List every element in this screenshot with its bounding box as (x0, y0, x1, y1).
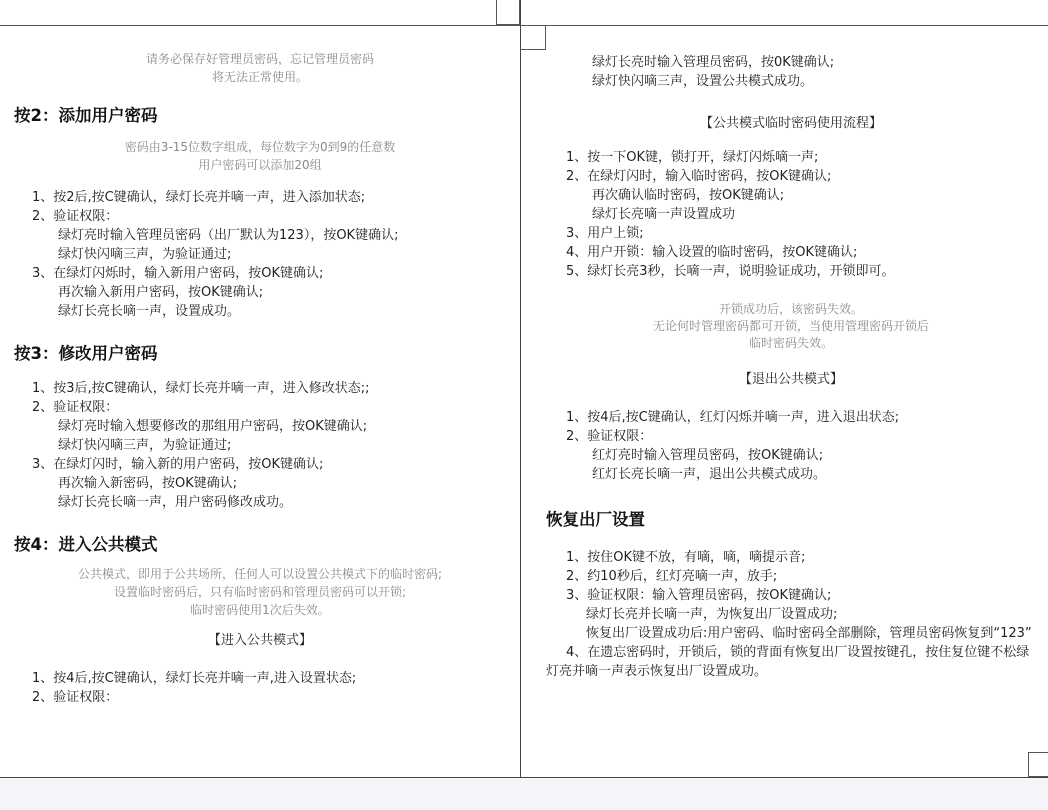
factory-reset-steps (546, 548, 1036, 681)
column-divider (520, 0, 521, 777)
step-line: 1、按3后,按C键确认，绿灯长亮并嘀一声，进入修改状态;; (32, 381, 370, 396)
step-line: 2、验证权限： (32, 400, 119, 415)
step-line: 1、按住OK键不放，有嘀，嘀，嘀提示音; (566, 550, 806, 565)
public-mode-note (0, 565, 520, 619)
temp-flow-note (546, 301, 1036, 352)
step-line: 再次输入新密码，按OK键确认; (58, 476, 238, 491)
step-line: 4、在遗忘密码时，开锁后，锁的背面有恢复出厂设置按键孔，按住复位键不松绿灯亮并嘀一声表示恢复出厂设置成功。 (546, 645, 1030, 679)
step-line: 绿灯长亮长嘀一声，设置成功。 (58, 304, 241, 319)
intro-note (0, 50, 520, 86)
section-title-add-user: 按2：添加用户密码 (14, 106, 158, 125)
step-line: 绿灯长亮并长嘀一声，为恢复出厂设置成功; (586, 607, 838, 622)
crop-mark-bottom-right (1028, 752, 1048, 777)
add-user-note (0, 138, 520, 174)
modify-user-steps (14, 379, 506, 512)
subtitle-enter-public: 【进入公共模式】 (207, 633, 312, 648)
crop-mark-top (496, 0, 520, 25)
step-line: 3、用户上锁; (566, 226, 644, 241)
step-line: 5、绿灯长亮3秒，长嘀一声，说明验证成功，开锁即可。 (566, 264, 895, 279)
section-title-modify-user: 按3：修改用户密码 (14, 344, 158, 363)
note-line: 将无法正常使用。 (211, 70, 308, 84)
step-line: 2、验证权限： (32, 690, 119, 705)
add-user-steps (14, 188, 506, 321)
note-line: 开锁成功后，该密码失效。 (718, 302, 863, 316)
note-line: 临时密码失效。 (748, 336, 833, 350)
note-line: 用户密码可以添加20组 (198, 158, 322, 172)
right-column (546, 53, 1036, 681)
step-line: 3、在绿灯闪烁时，输入新用户密码，按OK键确认; (32, 266, 324, 281)
public-mode-steps (14, 669, 506, 707)
note-line: 设置临时密码后，只有临时密码和管理员密码可以开锁; (113, 585, 407, 599)
step-line: 绿灯亮时输入管理员密码（出厂默认为123），按OK键确认; (58, 228, 399, 243)
step-line: 再次输入新用户密码，按OK键确认; (58, 285, 264, 300)
left-column (14, 50, 506, 707)
step-line: 3、在绿灯闪时，输入新的用户密码，按OK键确认; (32, 457, 324, 472)
step-line: 1、按一下OK键，锁打开，绿灯闪烁嘀一声; (566, 150, 819, 165)
step-line: 2、在绿灯闪时，输入临时密码，按OK键确认; (566, 169, 832, 184)
subtitle-temp-flow: 【公共模式临时密码使用流程】 (699, 116, 882, 131)
step-line: 1、按4后,按C键确认，红灯闪烁并嘀一声，进入退出状态; (566, 410, 900, 425)
step-line: 2、验证权限： (32, 209, 119, 224)
step-line: 绿灯亮时输入想要修改的那组用户密码，按OK键确认; (58, 419, 368, 434)
section-title-factory-reset: 恢复出厂设置 (546, 510, 645, 529)
step-line: 1、按4后,按C键确认，绿灯长亮并嘀一声,进入设置状态; (32, 671, 357, 686)
exit-public-steps (546, 408, 1036, 484)
step-line: 绿灯快闪嘀三声，设置公共模式成功。 (592, 74, 814, 89)
note-line: 临时密码使用1次后失效。 (190, 603, 330, 617)
step-line: 3、验证权限：输入管理员密码，按OK键确认; (566, 588, 832, 603)
step-line: 红灯亮时输入管理员密码，按OK键确认; (592, 448, 824, 463)
step-line: 绿灯快闪嘀三声，为验证通过; (58, 247, 232, 262)
step-line: 绿灯长亮时输入管理员密码，按0K键确认; (592, 55, 835, 70)
step-line: 红灯长亮长嘀一声，退出公共模式成功。 (592, 467, 827, 482)
step-line: 再次确认临时密码，按OK键确认; (592, 188, 785, 203)
temp-flow-steps (546, 148, 1036, 281)
step-line: 2、验证权限： (566, 429, 653, 444)
step-line: 1、按2后,按C键确认，绿灯长亮并嘀一声，进入添加状态; (32, 190, 366, 205)
step-line: 2、约10秒后，红灯亮嘀一声，放手; (566, 569, 778, 584)
note-line: 公共模式，即用于公共场所，任何人可以设置公共模式下的临时密码; (77, 567, 443, 581)
note-line: 无论何时管理密码都可开锁，当使用管理密码开锁后 (652, 319, 929, 333)
subtitle-exit-public: 【退出公共模式】 (738, 372, 843, 387)
section-title-public-mode: 按4：进入公共模式 (14, 535, 158, 554)
step-line: 绿灯长亮长嘀一声，用户密码修改成功。 (58, 495, 293, 510)
crop-mark-top-right (520, 25, 546, 50)
note-line: 请务必保存好管理员密码，忘记管理员密码 (145, 52, 374, 66)
step-line: 绿灯快闪嘀三声，为验证通过; (58, 438, 232, 453)
note-line: 密码由3-15位数字组成，每位数字为0到9的任意数 (124, 140, 396, 154)
continued-steps (546, 53, 1036, 91)
step-line: 绿灯长亮嘀一声设置成功 (592, 207, 736, 222)
step-line: 恢复出厂设置成功后:用户密码、临时密码全部删除，管理员密码恢复到“123” (586, 626, 1032, 641)
step-line: 4、用户开锁：输入设置的临时密码，按OK键确认; (566, 245, 858, 260)
